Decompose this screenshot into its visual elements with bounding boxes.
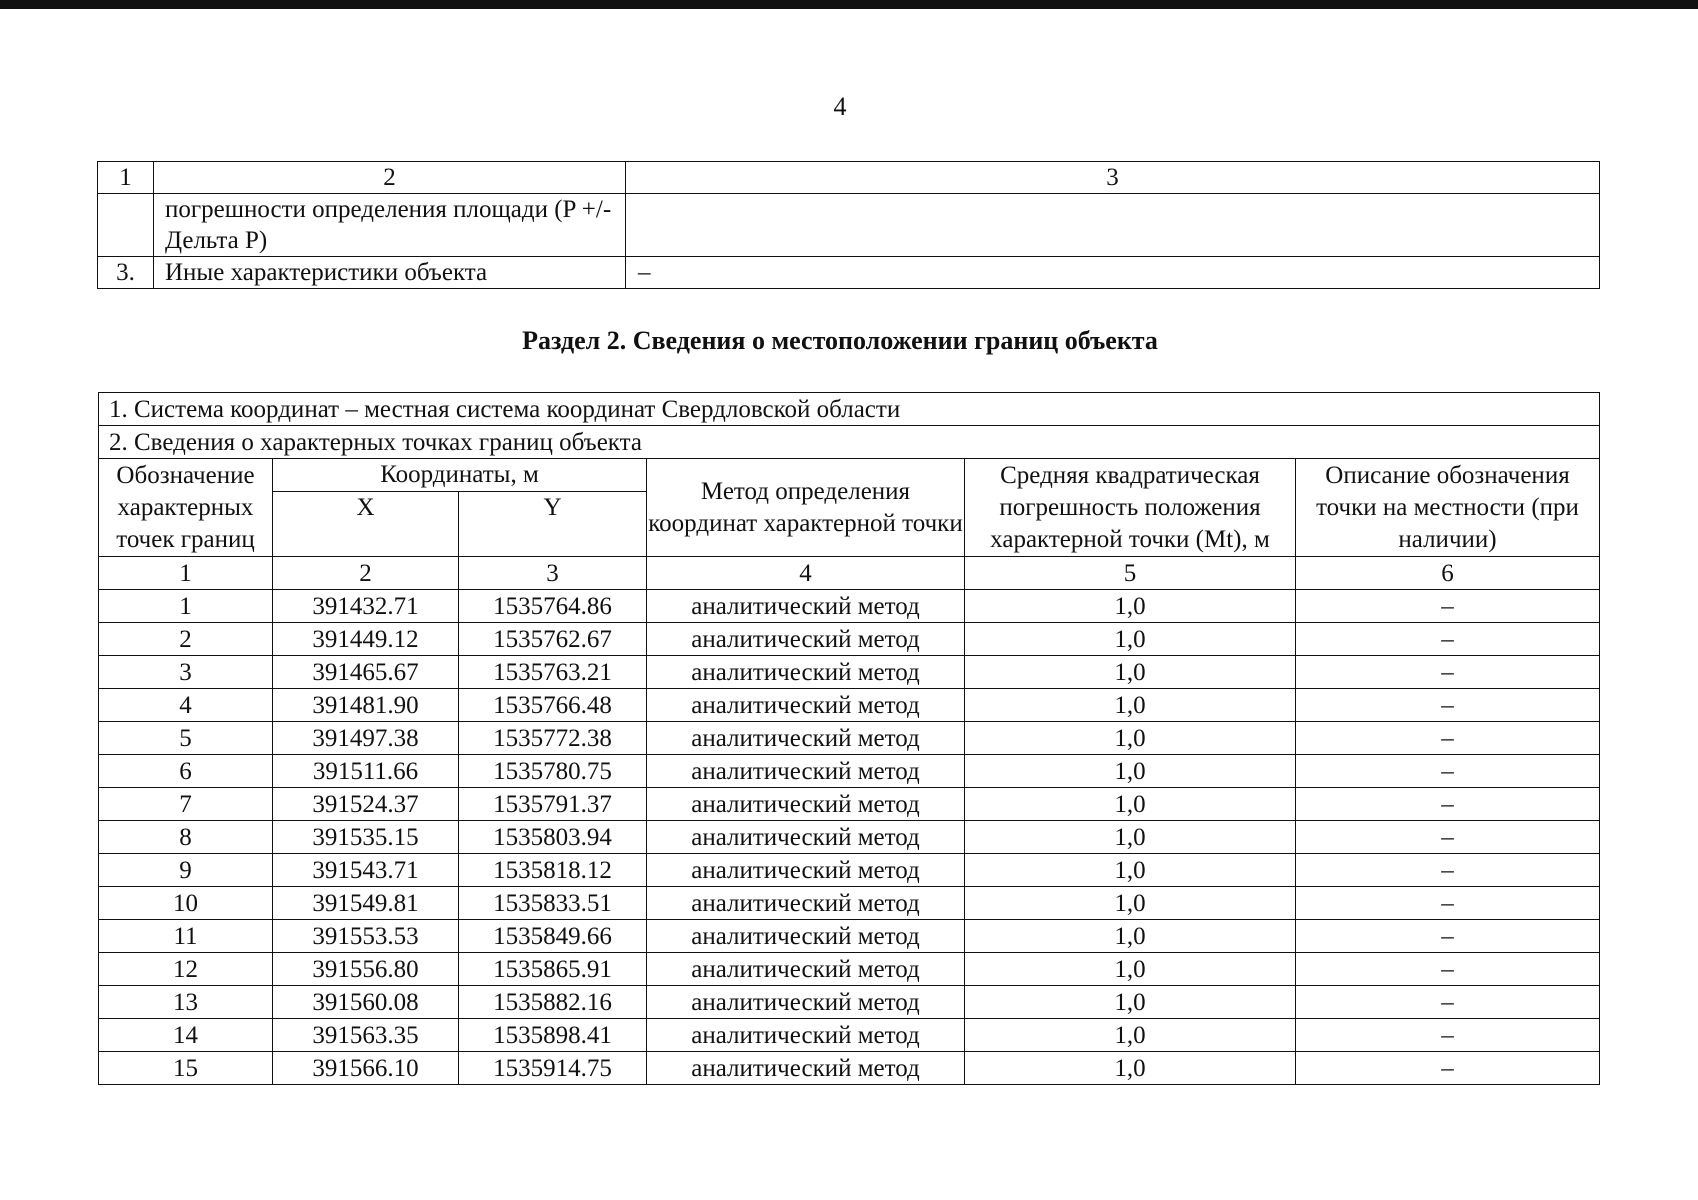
point-designation-cell: 5 [99,722,273,755]
table-row [98,194,1600,257]
point-designation-cell: 1 [99,590,273,623]
x-coordinate-cell: 391563.35 [273,1019,459,1052]
coord-system-row [99,393,1600,426]
row-label: Иные характеристики объекта [154,257,626,289]
x-coordinate-cell: 391535.15 [273,821,459,854]
col-number-cell: 4 [647,557,965,590]
col-number-cell: 3 [459,557,647,590]
error-cell: 1,0 [965,656,1296,689]
description-cell: – [1296,722,1600,755]
y-coordinate-cell: 1535772.38 [459,722,647,755]
y-coordinate-cell: 1535780.75 [459,755,647,788]
error-header: Средняя квадратическая погрешность положения характерной точки (Mt), м [965,459,1296,557]
y-coordinate-cell: 1535833.51 [459,887,647,920]
x-coordinate-cell: 391560.08 [273,986,459,1019]
point-designation-cell: 8 [99,821,273,854]
section-title: Раздел 2. Сведения о местоположении границ объекта [522,326,1158,355]
y-coordinate-cell: 1535898.41 [459,1019,647,1052]
x-coordinate-cell: 391524.37 [273,788,459,821]
points-title-row [99,426,1600,459]
table-header-row [98,162,1600,194]
error-cell: 1,0 [965,755,1296,788]
description-cell: – [1296,854,1600,887]
description-cell: – [1296,755,1600,788]
point-designation-cell: 4 [99,689,273,722]
point-designation-cell: 14 [99,1019,273,1052]
points-title-cell: 2. Сведения о характерных точках границ объекта [99,426,1600,459]
description-cell: – [1296,590,1600,623]
header-cell: 2 [154,162,626,194]
col-number-cell: 5 [965,557,1296,590]
point-designation-cell: 11 [99,920,273,953]
x-coordinate-cell: 391432.71 [273,590,459,623]
points-body [99,590,1600,1085]
column-header-row [99,459,1600,492]
x-coordinate-cell: 391481.90 [273,689,459,722]
y-header: Y [459,492,647,557]
description-cell: – [1296,788,1600,821]
header-cell: 3 [626,162,1600,194]
method-cell: аналитический метод [647,854,965,887]
coord-system-cell: 1. Система координат – местная система координат Свердловской области [99,393,1600,426]
boundary-points-table [98,392,1600,1085]
y-coordinate-cell: 1535762.67 [459,623,647,656]
error-cell: 1,0 [965,623,1296,656]
y-coordinate-cell: 1535914.75 [459,1052,647,1085]
table-row [99,953,1600,986]
table-row [99,623,1600,656]
error-cell: 1,0 [965,788,1296,821]
method-cell: аналитический метод [647,1019,965,1052]
column-numbers-row [99,557,1600,590]
description-header: Описание обозначения точки на местности (при наличии) [1296,459,1600,557]
error-cell: 1,0 [965,854,1296,887]
method-cell: аналитический метод [647,722,965,755]
table-row [99,722,1600,755]
y-coordinate-cell: 1535763.21 [459,656,647,689]
table-row [99,1019,1600,1052]
point-designation-cell: 13 [99,986,273,1019]
error-cell: 1,0 [965,1019,1296,1052]
method-cell: аналитический метод [647,986,965,1019]
x-coordinate-cell: 391511.66 [273,755,459,788]
y-coordinate-cell: 1535766.48 [459,689,647,722]
x-coordinate-cell: 391556.80 [273,953,459,986]
description-cell: – [1296,953,1600,986]
method-cell: аналитический метод [647,788,965,821]
page-number: 4 [833,92,847,121]
point-designation-cell: 9 [99,854,273,887]
point-designation-cell: 3 [99,656,273,689]
error-cell: 1,0 [965,821,1296,854]
description-cell: – [1296,1019,1600,1052]
x-coordinate-cell: 391465.67 [273,656,459,689]
description-cell: – [1296,656,1600,689]
error-cell: 1,0 [965,590,1296,623]
coords-header: Координаты, м [273,459,647,492]
y-coordinate-cell: 1535791.37 [459,788,647,821]
row-label: погрешности определения площади (P +/- Дельта P) [154,194,626,257]
method-cell: аналитический метод [647,623,965,656]
x-coordinate-cell: 391566.10 [273,1052,459,1085]
point-designation-cell: 10 [99,887,273,920]
x-header: X [273,492,459,557]
row-number [98,194,154,257]
point-designation-cell: 6 [99,755,273,788]
point-designation-cell: 15 [99,1052,273,1085]
method-cell: аналитический метод [647,887,965,920]
method-cell: аналитический метод [647,656,965,689]
header-cell: 1 [98,162,154,194]
characteristics-table [97,161,1600,289]
y-coordinate-cell: 1535882.16 [459,986,647,1019]
x-coordinate-cell: 391543.71 [273,854,459,887]
error-cell: 1,0 [965,722,1296,755]
table-row [99,656,1600,689]
description-cell: – [1296,887,1600,920]
description-cell: – [1296,689,1600,722]
point-designation-cell: 7 [99,788,273,821]
method-cell: аналитический метод [647,689,965,722]
error-cell: 1,0 [965,887,1296,920]
y-coordinate-cell: 1535849.66 [459,920,647,953]
designation-header: Обозначение характерных точек границ [99,459,273,557]
table-row [99,755,1600,788]
method-header: Метод определения координат характерной точки [647,459,965,557]
table-row [99,986,1600,1019]
table-row [99,788,1600,821]
y-coordinate-cell: 1535803.94 [459,821,647,854]
error-cell: 1,0 [965,986,1296,1019]
method-cell: аналитический метод [647,1052,965,1085]
row-number: 3. [98,257,154,289]
table-row [99,689,1600,722]
description-cell: – [1296,920,1600,953]
point-designation-cell: 2 [99,623,273,656]
description-cell: – [1296,1052,1600,1085]
method-cell: аналитический метод [647,821,965,854]
table-row [99,590,1600,623]
col-number-cell: 6 [1296,557,1600,590]
y-coordinate-cell: 1535818.12 [459,854,647,887]
col-number-cell: 2 [273,557,459,590]
table-row [98,257,1600,289]
x-coordinate-cell: 391497.38 [273,722,459,755]
table-row [99,854,1600,887]
method-cell: аналитический метод [647,590,965,623]
table-row [99,1052,1600,1085]
error-cell: 1,0 [965,1052,1296,1085]
error-cell: 1,0 [965,920,1296,953]
row-value [626,194,1600,257]
method-cell: аналитический метод [647,953,965,986]
error-cell: 1,0 [965,953,1296,986]
x-coordinate-cell: 391449.12 [273,623,459,656]
y-coordinate-cell: 1535764.86 [459,590,647,623]
x-coordinate-cell: 391549.81 [273,887,459,920]
error-cell: 1,0 [965,689,1296,722]
table-row [99,821,1600,854]
description-cell: – [1296,821,1600,854]
description-cell: – [1296,623,1600,656]
method-cell: аналитический метод [647,755,965,788]
scan-top-edge [0,0,1698,9]
table-row [99,887,1600,920]
description-cell: – [1296,986,1600,1019]
method-cell: аналитический метод [647,920,965,953]
x-coordinate-cell: 391553.53 [273,920,459,953]
row-value: – [626,257,1600,289]
y-coordinate-cell: 1535865.91 [459,953,647,986]
col-number-cell: 1 [99,557,273,590]
table-row [99,920,1600,953]
point-designation-cell: 12 [99,953,273,986]
